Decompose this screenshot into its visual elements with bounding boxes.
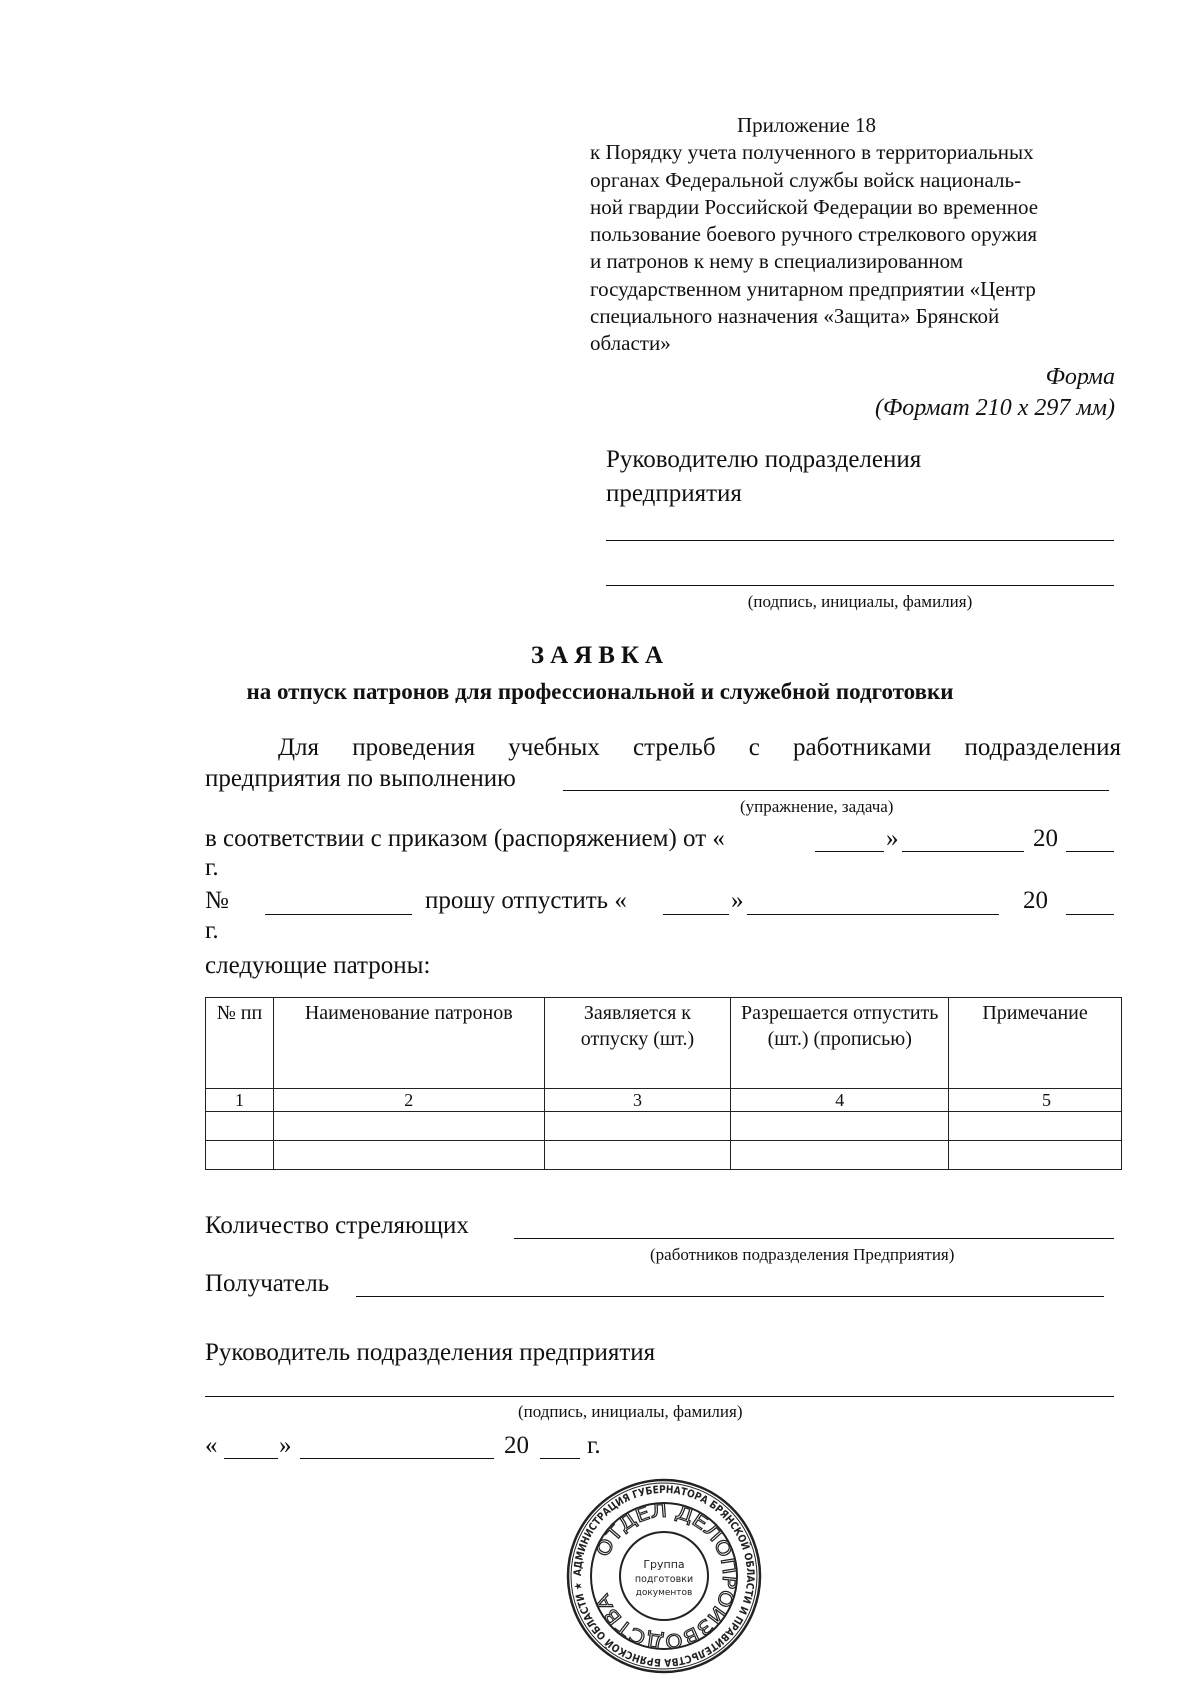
- col-number: 1: [206, 1089, 274, 1112]
- table-cell[interactable]: [273, 1141, 544, 1170]
- table-cell[interactable]: [949, 1112, 1122, 1141]
- paragraph-line2: предприятия по выполнению: [205, 765, 516, 792]
- col-number: 2: [273, 1089, 544, 1112]
- table-cell[interactable]: [206, 1112, 274, 1141]
- request-year-suffix: г.: [205, 917, 219, 944]
- official-stamp: [566, 1478, 762, 1674]
- request-month-line[interactable]: [747, 914, 999, 915]
- order-number-sign: №: [205, 887, 229, 914]
- addressee-line2: предприятия: [606, 480, 742, 507]
- order-day-line[interactable]: [815, 851, 884, 852]
- appendix-block: [590, 112, 1060, 358]
- stamp-center-line3: документов: [635, 1588, 693, 1598]
- exercise-line[interactable]: [563, 790, 1109, 791]
- appendix-line: к Порядку учета полученного в территориальных: [590, 140, 1034, 165]
- appendix-line: органах Федеральной службы войск националь-: [590, 167, 1022, 192]
- table-cell[interactable]: [731, 1141, 949, 1170]
- addressee-block: [606, 443, 1126, 511]
- date-year-prefix: 20: [504, 1432, 529, 1459]
- table-cell[interactable]: [731, 1112, 949, 1141]
- shooters-line[interactable]: [514, 1238, 1114, 1239]
- table-cell[interactable]: [544, 1141, 731, 1170]
- order-year-suffix: г.: [205, 854, 219, 881]
- appendix-line: области»: [590, 331, 671, 356]
- table-row: [206, 1112, 1122, 1141]
- stamp-seal: [566, 1478, 762, 1674]
- addressee-signature-line[interactable]: [606, 585, 1114, 586]
- appendix-line: специального назначения «Защита» Брянской: [590, 304, 1000, 329]
- appendix-line: ной гвардии Российской Федерации во временное: [590, 194, 1039, 219]
- stamp-ring-text: ОТДЕЛ ДЕЛОПРОИЗВОДСТВА: [591, 1499, 741, 1653]
- order-year-line[interactable]: [1066, 851, 1114, 852]
- appendix-number: Приложение 18: [737, 113, 876, 137]
- header-note: Примечание: [949, 998, 1122, 1089]
- following-text: следующие патроны:: [205, 952, 431, 979]
- exercise-caption: (упражнение, задача): [740, 797, 894, 816]
- addressee-name-line[interactable]: [606, 540, 1114, 541]
- request-text: прошу отпустить «: [425, 887, 627, 914]
- request-year-line[interactable]: [1066, 914, 1114, 915]
- head-caption: (подпись, инициалы, фамилия): [518, 1402, 743, 1421]
- date-open-quote: «: [205, 1432, 218, 1459]
- stamp-outer-text: АДМИНИСТРАЦИЯ ГУБЕРНАТОРА БРЯНСКОЙ ОБЛАСТИ И ПРАВИТЕЛЬСТВА БРЯНСКОЙ ОБЛАСТИ ★: [571, 1483, 757, 1669]
- col-number: 5: [949, 1089, 1122, 1112]
- col-number: 4: [731, 1089, 949, 1112]
- order-quote-close: »: [886, 825, 899, 852]
- date-day-line[interactable]: [224, 1458, 278, 1459]
- table-cell[interactable]: [544, 1112, 731, 1141]
- table-header-row: [206, 998, 1122, 1089]
- date-close-quote: »: [279, 1432, 292, 1459]
- request-quote-close: »: [731, 887, 744, 914]
- paragraph-line1: Для проведения учебных стрельб с работниками подразделения: [278, 734, 1121, 761]
- date-month-line[interactable]: [300, 1458, 494, 1459]
- table-number-row: [206, 1089, 1122, 1112]
- header-number: № пп: [206, 998, 274, 1089]
- form-label: Форма: [1045, 364, 1115, 390]
- appendix-line: пользование боевого ручного стрелкового оружия: [590, 222, 1038, 247]
- col-number: 3: [544, 1089, 731, 1112]
- order-month-line[interactable]: [902, 851, 1024, 852]
- stamp-center-line2: подготовки: [634, 1574, 694, 1585]
- document-subtitle: на отпуск патронов для профессиональной и служебной подготовки: [246, 679, 954, 704]
- order-text: в соответствии с приказом (распоряжением) от «: [205, 825, 725, 852]
- shooters-label: Количество стреляющих: [205, 1212, 469, 1239]
- form-format: (Формат 210 х 297 мм): [874, 395, 1115, 421]
- order-year-prefix: 20: [1033, 825, 1058, 852]
- header-requested: Заявляется к отпуску (шт.): [544, 998, 731, 1089]
- header-allowed: Разрешается отпустить (шт.) (прописью): [731, 998, 949, 1089]
- request-day-line[interactable]: [663, 914, 729, 915]
- table-row: [206, 1141, 1122, 1170]
- table-cell[interactable]: [949, 1141, 1122, 1170]
- recipient-label: Получатель: [205, 1270, 330, 1297]
- form-label-block: [875, 362, 1115, 424]
- order-number-line[interactable]: [265, 914, 412, 915]
- date-year-suffix: г.: [587, 1432, 601, 1459]
- addressee-line1: Руководителю подразделения: [606, 446, 922, 473]
- shooters-caption: (работников подразделения Предприятия): [650, 1245, 955, 1264]
- table-cell[interactable]: [206, 1141, 274, 1170]
- table-cell[interactable]: [273, 1112, 544, 1141]
- appendix-line: государственном унитарном предприятии «Центр: [590, 276, 1036, 301]
- date-year-line[interactable]: [540, 1458, 580, 1459]
- document-title: ЗАЯВКА: [530, 642, 670, 669]
- head-signature-line[interactable]: [205, 1396, 1114, 1397]
- cartridges-table: [205, 997, 1122, 1170]
- header-name: Наименование патронов: [273, 998, 544, 1089]
- addressee-caption: (подпись, инициалы, фамилия): [747, 592, 973, 611]
- stamp-center-line1: Группа: [643, 1558, 685, 1571]
- appendix-line: и патронов к нему в специализированном: [590, 249, 963, 274]
- head-label: Руководитель подразделения предприятия: [205, 1339, 656, 1366]
- request-year-prefix: 20: [1023, 887, 1048, 914]
- recipient-line[interactable]: [356, 1296, 1104, 1297]
